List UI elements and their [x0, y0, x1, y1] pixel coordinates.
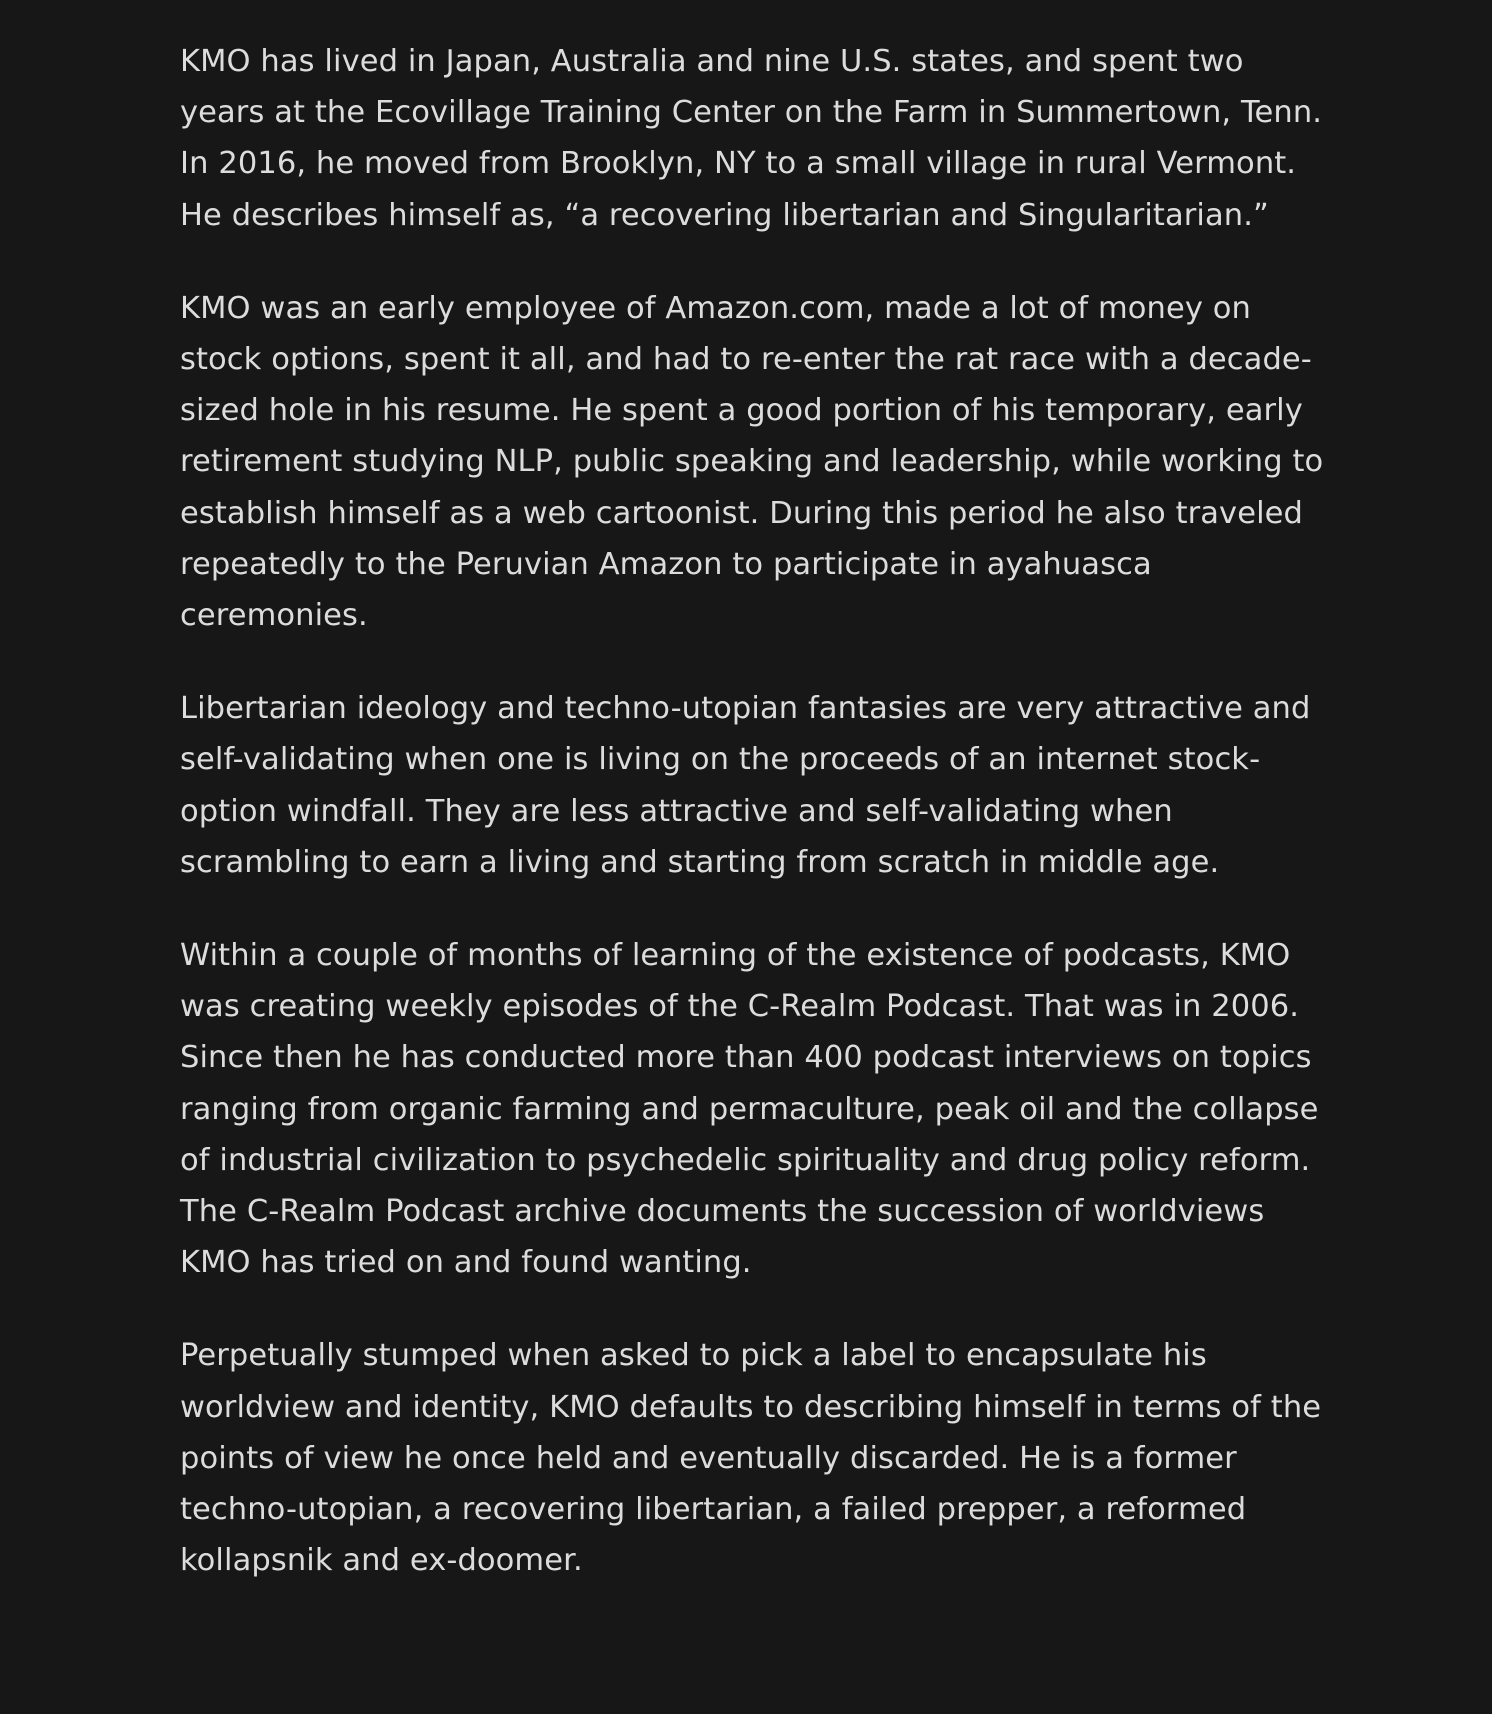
paragraph-worldview: Perpetually stumped when asked to pick a label to encapsulate his worldview and identity, KMO defaults to describing himself in terms of the points of view he once held and eventually discarded. He is a former techno-utopian, a recovering libertarian, a failed prepper, a reformed kollapsnik and ex-doomer.	[180, 1338, 1322, 1579]
paragraph-amazon-career: KMO was an early employee of Amazon.com, made a lot of money on stock options, spent it all, and had to re-enter the rat race with a decade-sized hole in his resume. He spent a good portion of his temporary, early retirement studying NLP, public speaking and leadership, while working to establish himself as a web cartoonist. During this period he also traveled repeatedly to the Peruvian Amazon to participate in ayahuasca ceremonies.	[180, 290, 1324, 634]
paragraph-libertarian-ideology: Libertarian ideology and techno-utopian fantasies are very attractive and self-validating when one is living on the proceeds of an internet stock-option windfall. They are less attractive and self-validating when scrambling to earn a living and starting from scratch in middle age.	[180, 691, 1311, 880]
paragraph-podcast: Within a couple of months of learning of the existence of podcasts, KMO was creating weekly episodes of the C-Realm Podcast. That was in 2006. Since then he has conducted more than 400 podcast interviews on topics ranging from organic farming and permaculture, peak oil and the collapse of industrial civilization to psychedelic spirituality and drug policy reform. The C-Realm Podcast archive documents the succession of worldviews KMO has tried on and found wanting.	[180, 938, 1319, 1281]
paragraph-background: KMO has lived in Japan, Australia and nine U.S. states, and spent two years at the Ecovillage Training Center on the Farm in Summertown, Tenn. In 2016, he moved from Brooklyn, NY to a small village in rural Vermont. He describes himself as, “a recovering libertarian and Singularitarian.”	[180, 44, 1323, 233]
article-body	[180, 36, 1330, 1586]
